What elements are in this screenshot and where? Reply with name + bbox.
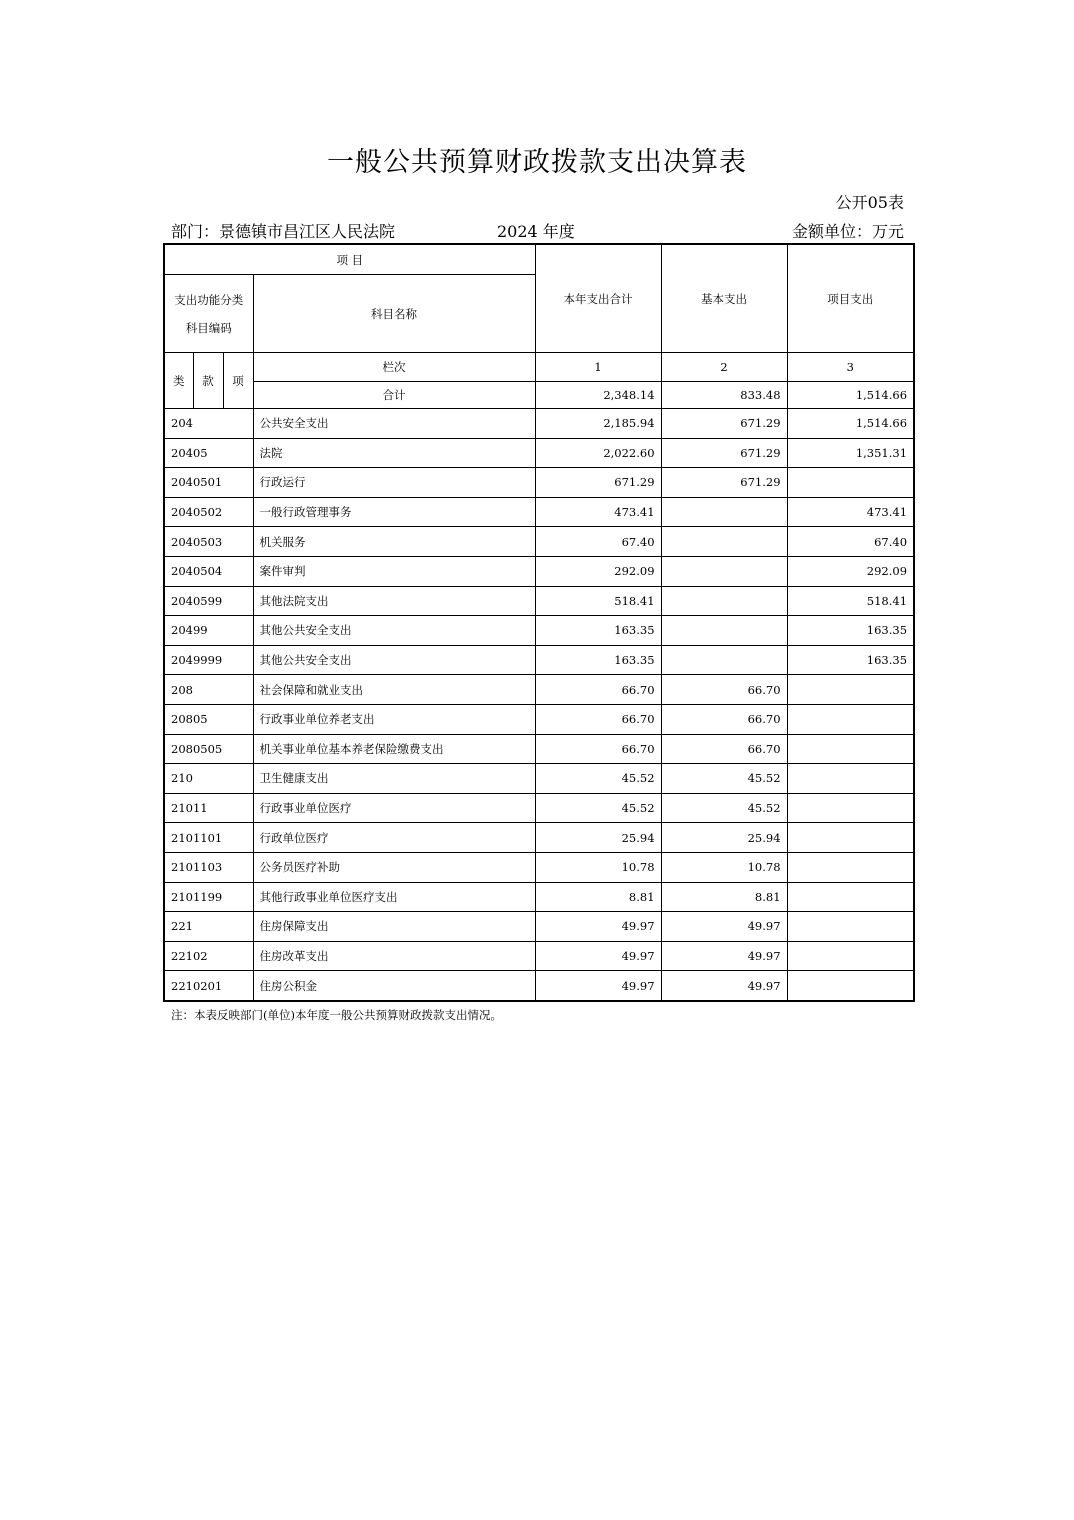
row-project: 163.35 [787, 616, 914, 646]
row-basic: 66.70 [661, 675, 787, 705]
table-row [164, 793, 914, 823]
row-code: 20405 [164, 438, 253, 468]
table-row [164, 497, 914, 527]
row-subject-name: 机关服务 [253, 527, 535, 557]
row-total: 10.78 [535, 852, 661, 882]
row-subject-name: 社会保障和就业支出 [253, 675, 535, 705]
table-row [164, 527, 914, 557]
row-basic [661, 645, 787, 675]
row-code: 20805 [164, 704, 253, 734]
page-title: 一般公共预算财政拨款支出决算表 [327, 147, 747, 178]
department-label: 部门：景德镇市昌江区人民法院 [171, 222, 396, 241]
header-xiang: 项 [223, 353, 253, 409]
row-total: 67.40 [535, 527, 661, 557]
row-code: 2040504 [164, 556, 253, 586]
row-subject-name: 行政单位医疗 [253, 823, 535, 853]
table-row [164, 556, 914, 586]
table-row [164, 675, 914, 705]
row-total: 49.97 [535, 941, 661, 971]
row-total: 49.97 [535, 912, 661, 942]
row-subject-name: 住房改革支出 [253, 941, 535, 971]
row-total: 66.70 [535, 675, 661, 705]
table-row [164, 971, 914, 1001]
row-total: 8.81 [535, 882, 661, 912]
amount-unit-label: 金额单位：万元 [791, 222, 904, 241]
row-code: 2049999 [164, 645, 253, 675]
row-total: 473.41 [535, 497, 661, 527]
row-code: 2040599 [164, 586, 253, 616]
budget-table [163, 243, 915, 1002]
table-row [164, 586, 914, 616]
row-total: 671.29 [535, 468, 661, 498]
table-row [164, 409, 914, 439]
row-basic: 25.94 [661, 823, 787, 853]
row-project: 67.40 [787, 527, 914, 557]
row-basic [661, 556, 787, 586]
table-row [164, 438, 914, 468]
row-subject-name: 住房保障支出 [253, 912, 535, 942]
header-lei: 类 [164, 353, 193, 409]
form-number: 公开05表 [835, 193, 904, 212]
row-code: 208 [164, 675, 253, 705]
row-code: 210 [164, 764, 253, 794]
row-total: 2,185.94 [535, 409, 661, 439]
row-total: 45.52 [535, 793, 661, 823]
row-subject-name: 其他法院支出 [253, 586, 535, 616]
row-basic: 671.29 [661, 409, 787, 439]
row-total: 45.52 [535, 764, 661, 794]
row-subject-name: 行政事业单位养老支出 [253, 704, 535, 734]
row-total: 292.09 [535, 556, 661, 586]
row-code: 20499 [164, 616, 253, 646]
row-code: 21011 [164, 793, 253, 823]
row-project: 1,351.31 [787, 438, 914, 468]
total-label: 合计 [253, 382, 535, 409]
row-code: 221 [164, 912, 253, 942]
row-total: 49.97 [535, 971, 661, 1001]
table-row [164, 616, 914, 646]
row-project [787, 823, 914, 853]
row-project [787, 675, 914, 705]
row-basic: 45.52 [661, 764, 787, 794]
total-project: 1,514.66 [787, 382, 914, 409]
row-project: 163.35 [787, 645, 914, 675]
row-project [787, 971, 914, 1001]
row-basic [661, 527, 787, 557]
row-subject-name: 机关事业单位基本养老保险缴费支出 [253, 734, 535, 764]
row-subject-name: 公务员医疗补助 [253, 852, 535, 882]
row-project: 292.09 [787, 556, 914, 586]
header-col-basic: 基本支出 [661, 244, 787, 353]
row-project: 473.41 [787, 497, 914, 527]
header-lanci: 栏次 [253, 353, 535, 382]
row-basic: 10.78 [661, 852, 787, 882]
header-item: 项 目 [164, 244, 535, 275]
row-basic: 671.29 [661, 438, 787, 468]
row-project [787, 793, 914, 823]
row-total: 518.41 [535, 586, 661, 616]
row-basic [661, 497, 787, 527]
table-row [164, 852, 914, 882]
row-project: 1,514.66 [787, 409, 914, 439]
header-row-item [164, 244, 914, 275]
row-total: 25.94 [535, 823, 661, 853]
row-basic [661, 616, 787, 646]
row-project [787, 704, 914, 734]
row-total: 2,022.60 [535, 438, 661, 468]
table-row [164, 823, 914, 853]
row-basic: 66.70 [661, 704, 787, 734]
header-kuan: 款 [193, 353, 223, 409]
row-basic [661, 586, 787, 616]
row-project [787, 734, 914, 764]
row-basic: 66.70 [661, 734, 787, 764]
row-project [787, 941, 914, 971]
table-row [164, 882, 914, 912]
row-code: 2040503 [164, 527, 253, 557]
row-subject-name: 其他公共安全支出 [253, 645, 535, 675]
row-code: 204 [164, 409, 253, 439]
row-subject-name: 卫生健康支出 [253, 764, 535, 794]
row-basic: 8.81 [661, 882, 787, 912]
row-total: 66.70 [535, 704, 661, 734]
row-total: 163.35 [535, 616, 661, 646]
row-code: 2101101 [164, 823, 253, 853]
row-code: 2080505 [164, 734, 253, 764]
row-project [787, 882, 914, 912]
table-row [164, 645, 914, 675]
table-row [164, 912, 914, 942]
header-col-project: 项目支出 [787, 244, 914, 353]
row-code: 2040502 [164, 497, 253, 527]
row-subject-name: 行政事业单位医疗 [253, 793, 535, 823]
row-subject-name: 案件审判 [253, 556, 535, 586]
row-total: 66.70 [535, 734, 661, 764]
row-code: 2101103 [164, 852, 253, 882]
table-row [164, 734, 914, 764]
row-subject-name: 其他行政事业单位医疗支出 [253, 882, 535, 912]
row-code: 2210201 [164, 971, 253, 1001]
row-subject-name: 法院 [253, 438, 535, 468]
header-row-lanci [164, 353, 914, 382]
row-project [787, 468, 914, 498]
total-basic: 833.48 [661, 382, 787, 409]
header-func-code: 支出功能分类科目编码 [164, 275, 253, 353]
row-code: 2040501 [164, 468, 253, 498]
total-amount: 2,348.14 [535, 382, 661, 409]
row-project [787, 912, 914, 942]
row-subject-name: 公共安全支出 [253, 409, 535, 439]
fiscal-year-label: 2024 年度 [497, 222, 575, 241]
row-subject-name: 一般行政管理事务 [253, 497, 535, 527]
row-basic: 49.97 [661, 971, 787, 1001]
row-basic: 49.97 [661, 912, 787, 942]
table-row [164, 468, 914, 498]
row-subject-name: 行政运行 [253, 468, 535, 498]
header-col-number-3: 3 [787, 353, 914, 382]
table-row [164, 941, 914, 971]
table-row [164, 764, 914, 794]
footnote: 注：本表反映部门(单位)本年度一般公共预算财政拨款支出情况。 [171, 1008, 502, 1022]
table-row [164, 704, 914, 734]
total-row [164, 382, 914, 409]
row-basic: 671.29 [661, 468, 787, 498]
row-code: 2101199 [164, 882, 253, 912]
row-subject-name: 住房公积金 [253, 971, 535, 1001]
header-col-number-2: 2 [661, 353, 787, 382]
row-basic: 49.97 [661, 941, 787, 971]
row-total: 163.35 [535, 645, 661, 675]
header-col-number-1: 1 [535, 353, 661, 382]
header-subject-name: 科目名称 [253, 275, 535, 353]
row-project [787, 764, 914, 794]
header-col-total: 本年支出合计 [535, 244, 661, 353]
row-project [787, 852, 914, 882]
row-basic: 45.52 [661, 793, 787, 823]
row-code: 22102 [164, 941, 253, 971]
row-project: 518.41 [787, 586, 914, 616]
row-subject-name: 其他公共安全支出 [253, 616, 535, 646]
